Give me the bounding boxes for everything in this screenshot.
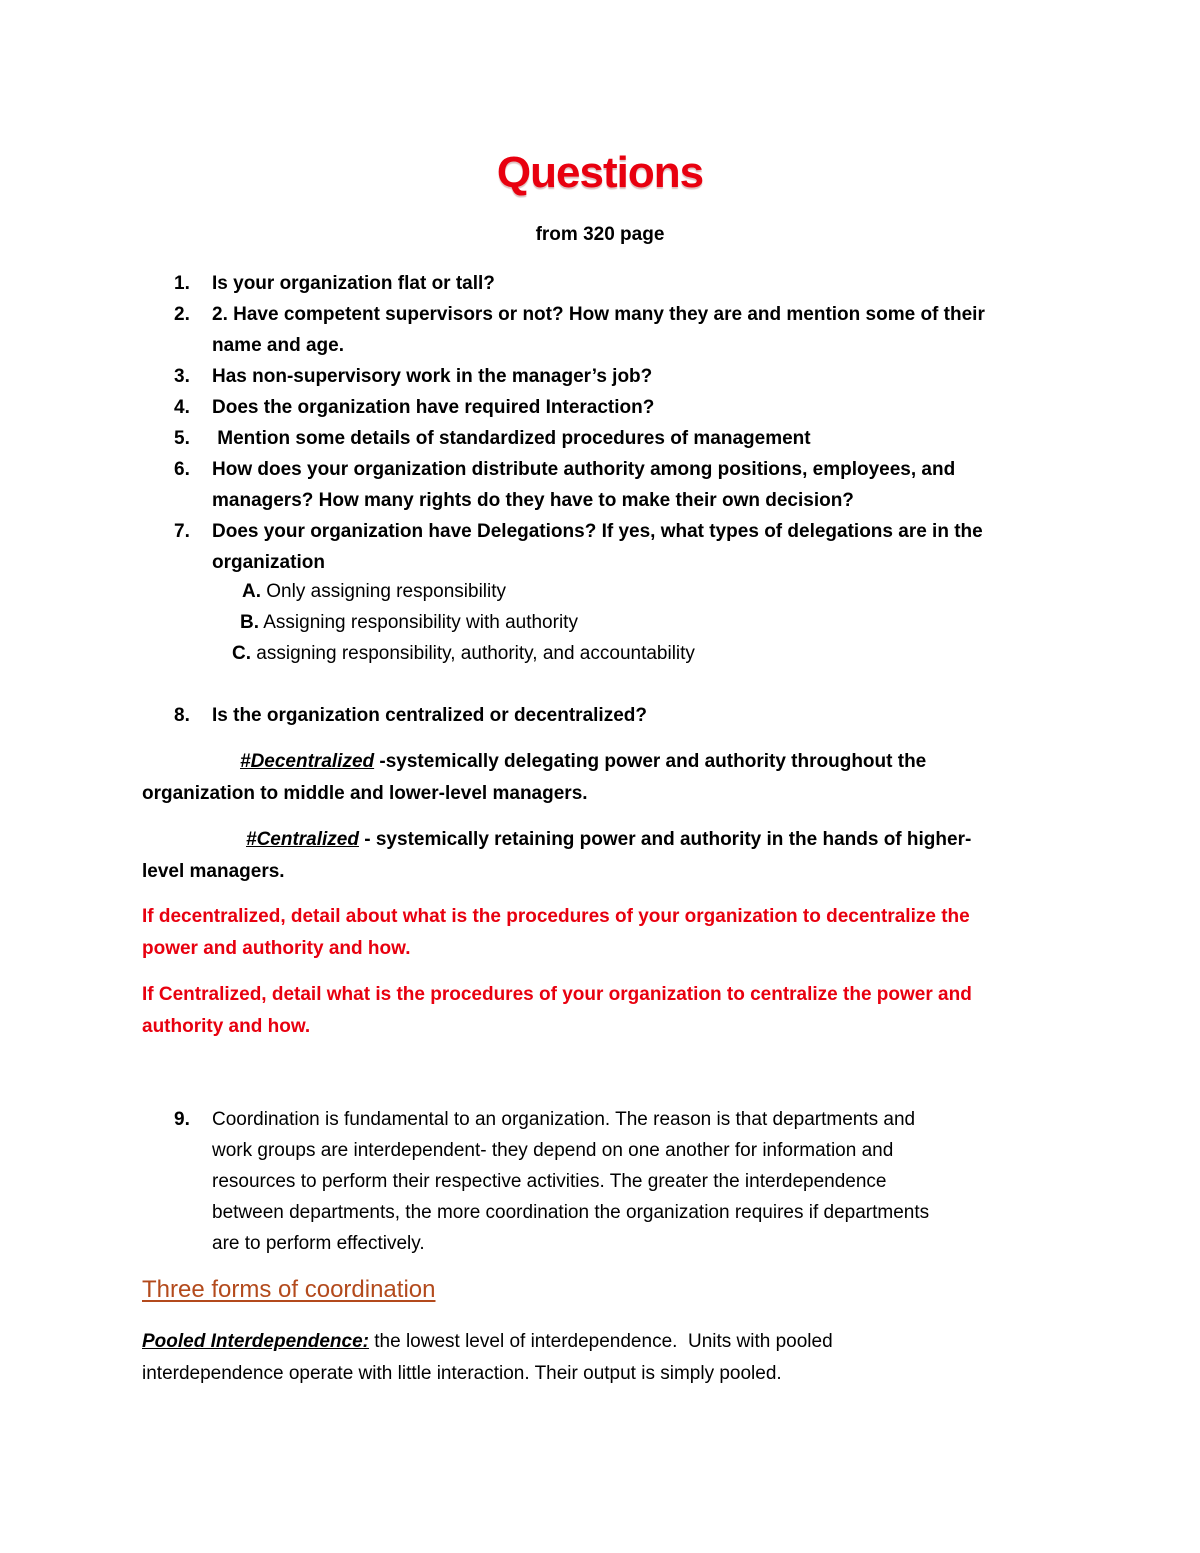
paragraph-line: resources to perform their respective activities. The greater the interdependence — [212, 1171, 887, 1192]
page-title: Questions — [496, 148, 704, 197]
question-text: 2. Have competent supervisors or not? How many they are and mention some of their — [212, 304, 985, 325]
term: #Decentralized — [240, 751, 375, 772]
page-subtitle: from 320 page — [535, 224, 665, 245]
list-item: 7. Does your organization have Delegations? If yes, what types of delegations are in the organization — [140, 516, 1070, 578]
note-decentralized: If decentralized, detail about what is the procedures of your organization to decentralize the power and authority and how. — [142, 906, 970, 959]
definition-decentralized: #Decentralized -systemically delegating power and authority throughout the organization to middle and lower-level managers. — [142, 751, 927, 804]
list-item: B. Assigning responsibility with authority — [240, 612, 578, 633]
question-list — [140, 1104, 1070, 1259]
note-centralized: If Centralized, detail what is the procedures of your organization to centralize the power and authority and how. — [142, 984, 972, 1037]
question-text: Does the organization have required Interaction? — [212, 397, 655, 418]
paragraph-line: are to perform effectively. — [212, 1233, 425, 1254]
list-item: 4. Does the organization have required Interaction? — [174, 397, 655, 418]
option-text: Only assigning responsibility — [266, 581, 507, 602]
list-item: 8. Is the organization centralized or decentralized? — [174, 705, 647, 726]
list-item: A. Only assigning responsibility — [242, 581, 507, 602]
list-item: 3. Has non-supervisory work in the manager’s job? — [174, 366, 653, 387]
term: #Centralized — [246, 829, 359, 850]
option-text: assigning responsibility, authority, and accountability — [256, 643, 695, 664]
question-text: Is your organization flat or tall? — [212, 273, 495, 294]
question-text: Mention some details of standardized procedures of management — [212, 428, 811, 449]
question-text: Has non-supervisory work in the manager’s job? — [212, 366, 653, 387]
question-text: managers? How many rights do they have to make their own decision? — [212, 490, 854, 511]
list-item: 9. Coordination is fundamental to an organization. The reason is that departments and work groups are interdependent- they depend on one another for information and resources to perform their respective activities. The greater the interdependence between departments, the more coordination the organization requires if departments are to perform effectively. — [140, 1104, 1070, 1259]
list-item: 6. How does your organization distribute authority among positions, employees, and managers? How many rights do they have to make their own decision? — [140, 454, 1070, 516]
question-list — [140, 700, 1070, 731]
list-item: C. assigning responsibility, authority, and accountability — [232, 643, 695, 664]
question-text: name and age. — [212, 335, 344, 356]
list-item: 2. 2. Have competent supervisors or not? How many they are and mention some of their name and age. — [140, 299, 1070, 361]
question-text: How does your organization distribute authority among positions, employees, and — [212, 459, 956, 480]
paragraph-line: Coordination is fundamental to an organization. The reason is that departments and — [212, 1109, 916, 1130]
question-list — [140, 268, 1070, 578]
section-heading: Three forms of coordination — [142, 1276, 436, 1303]
list-item: 5. Mention some details of standardized procedures of management — [174, 428, 811, 449]
question-text: Is the organization centralized or decentralized? — [212, 705, 647, 726]
paragraph-line: between departments, the more coordination the organization requires if departments — [212, 1202, 930, 1223]
term: Pooled Interdependence: — [142, 1331, 369, 1352]
question-text: Does your organization have Delegations? If yes, what types of delegations are in the — [212, 521, 983, 542]
question-text: organization — [212, 552, 325, 573]
pooled-paragraph: Pooled Interdependence: the lowest level of interdependence. Units with pooled interdependence operate with little interaction. Their output is simply pooled. — [142, 1331, 833, 1384]
paragraph-line: work groups are interdependent- they depend on one another for information and — [212, 1140, 894, 1161]
list-item: 1. Is your organization flat or tall? — [174, 273, 495, 294]
definition-centralized: #Centralized - systemically retaining power and authority in the hands of higher- level managers. — [142, 829, 972, 882]
option-text: Assigning responsibility with authority — [263, 612, 578, 633]
